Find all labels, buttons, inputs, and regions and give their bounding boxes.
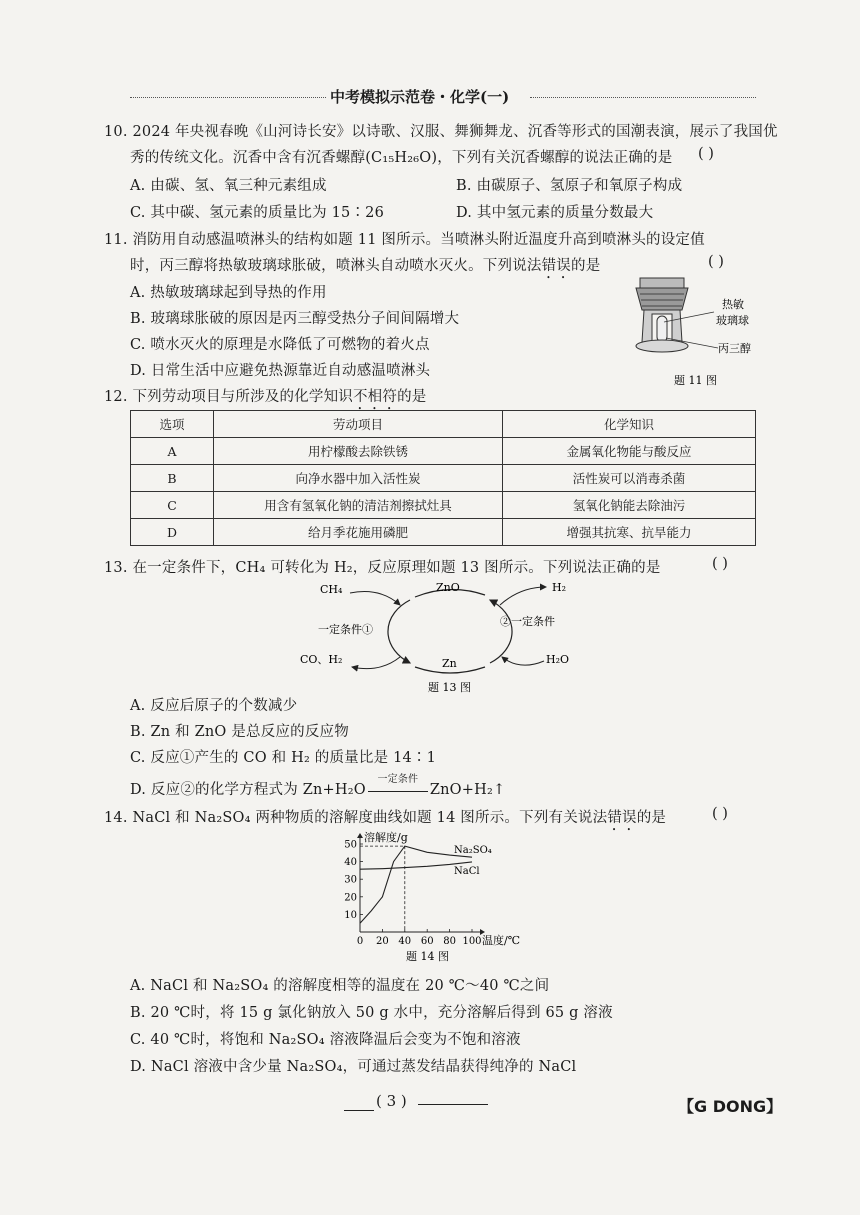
header-rule-right [530, 97, 756, 98]
q14-option-c: C. 40 ℃时，将饱和 Na₂SO₄ 溶液降温后会变为不饱和溶液 [130, 1032, 521, 1048]
solubility-chart [332, 828, 532, 968]
header-rule-left [130, 97, 326, 98]
q11-stem-line2 [130, 254, 600, 282]
table-cell: D [131, 519, 214, 546]
q10-answer-blank[interactable]: ( ) [698, 146, 714, 162]
table-cell: 向净水器中加入活性炭 [214, 465, 503, 492]
chart-x-tick-label: 60 [420, 936, 434, 947]
chart-x-tick-label: 80 [443, 936, 456, 947]
q11-option-c: C. 喷水灭火的原理是水降低了可燃物的着火点 [130, 337, 430, 353]
q13-option-a: A. 反应后原子的个数减少 [130, 698, 298, 714]
q13-cycle-diagram [300, 575, 600, 697]
fig13-co-h2: CO、H₂ [300, 653, 343, 666]
table-cell: 给月季花施用磷肥 [214, 519, 503, 546]
page-title: 中考模拟示范卷・化学(一) [330, 88, 510, 106]
page-number-rule-left [344, 1110, 374, 1111]
chart-y-tick-label: 30 [344, 874, 357, 886]
q13-option-b: B. Zn 和 ZnO 是总反应的反应物 [130, 724, 349, 740]
table-row [131, 519, 756, 546]
table-cell: C [131, 492, 214, 519]
chart-y-tick-label: 40 [344, 857, 357, 869]
table-cell: A [131, 438, 214, 465]
q10-stem-line2: 秀的传统文化。沉香中含有沉香螺醇(C₁₅H₂₆O)，下列有关沉香螺醇的说法正确的是 [130, 150, 673, 166]
chart-x-tick-label: 20 [376, 936, 389, 947]
q13-option-d [130, 774, 506, 799]
q12-table [130, 410, 756, 546]
q12-emphasis: 不相符 [352, 389, 398, 405]
table-cell: 用柠檬酸去除铁锈 [214, 438, 503, 465]
q10-option-d: D. 其中氢元素的质量分数最大 [456, 205, 654, 221]
q12-stem [104, 385, 426, 413]
q13-option-c: C. 反应①产生的 CO 和 H₂ 的质量比是 14∶1 [130, 750, 437, 766]
fig13-zn: Zn [442, 657, 457, 670]
q11-option-b: B. 玻璃球胀破的原因是丙三醇受热分子间间隔增大 [130, 311, 460, 327]
q13-d-condition [366, 774, 430, 798]
table-row [131, 465, 756, 492]
table-cell: 氢氧化钠能去除油污 [503, 492, 756, 519]
table-header-option: 选项 [131, 411, 214, 438]
table-row [131, 492, 756, 519]
q13-d-equals-line [368, 791, 428, 792]
chart-series-label: Na₂SO₄ [454, 845, 492, 857]
chart-x-tick-label: 100 [462, 936, 482, 947]
q11-emphasis: 错误 [541, 258, 572, 274]
q10-stem-line1: 10. 2024 年央视春晚《山河诗长安》以诗歌、汉服、舞狮舞龙、沉香等形式的国潮表演，展示了我国优 [104, 124, 778, 140]
q11-option-d: D. 日常生活中应避免热源靠近自动感温喷淋头 [130, 363, 431, 379]
sprinkler-figure [630, 272, 760, 390]
chart-x-tick-label: 40 [398, 936, 412, 947]
table-header-labor: 劳动项目 [214, 411, 503, 438]
chart-y-tick-label: 50 [344, 839, 357, 851]
fig13-caption: 题 13 图 [428, 681, 471, 694]
q14-option-b: B. 20 ℃时，将 15 g 氯化钠放入 50 g 水中，充分溶解后得到 65 g 溶液 [130, 1005, 613, 1021]
q11-option-a: A. 热敏玻璃球起到导热的作用 [130, 285, 327, 301]
q12-stem-text-a: 12. 下列劳动项目与所涉及的化学知识 [104, 389, 353, 405]
chart-plot-area [344, 833, 492, 947]
table-row [131, 438, 756, 465]
q14-stem-text-c: 的是 [636, 810, 667, 826]
q13-d-text-b: ZnO+H₂↑ [429, 782, 506, 798]
fig13-h2: H₂ [552, 581, 567, 594]
q11-stem-text-a: 时，丙三醇将热敏玻璃球胀破，喷淋头自动喷水灭火。下列说法 [130, 258, 542, 274]
fig13-zno: ZnO [436, 581, 460, 594]
fig13-ch4: CH₄ [320, 583, 343, 596]
page-number: ( 3 ) [376, 1092, 407, 1110]
chart-series-line [360, 846, 472, 923]
q12-stem-text-c: 的是 [397, 389, 427, 405]
q13-d-condition-text: 一定条件 [377, 774, 419, 785]
q11-stem-line1: 11. 消防用自动感温喷淋头的结构如题 11 图所示。当喷淋头附近温度升高到喷淋头的设定值 [104, 232, 705, 248]
q13-stem: 13. 在一定条件下，CH₄ 可转化为 H₂，反应原理如题 13 图所示。下列说法正确的是 [104, 560, 661, 576]
table-header-knowledge: 化学知识 [503, 411, 756, 438]
chart-x-axis-label: 温度/℃ [482, 934, 521, 947]
table-cell: 活性炭可以消毒杀菌 [503, 465, 756, 492]
page-number-rule-right [418, 1104, 488, 1105]
q14-answer-blank[interactable]: ( ) [712, 806, 728, 822]
table-cell: 增强其抗寒、抗旱能力 [503, 519, 756, 546]
fig13-cond1: 一定条件① [318, 623, 373, 636]
table-header-row [131, 411, 756, 438]
q13-answer-blank[interactable]: ( ) [712, 556, 728, 572]
fig13-h2o: H₂O [546, 653, 570, 666]
fig11-label-heat: 热敏 [722, 298, 744, 311]
q11-answer-blank[interactable]: ( ) [708, 254, 724, 270]
chart-x-tick-label: 0 [356, 936, 364, 947]
q10-option-b: B. 由碳原子、氢原子和氧原子构成 [456, 178, 683, 194]
chart-y-arrow [357, 833, 363, 838]
q11-stem-text-c: 的是 [571, 258, 601, 274]
fig11-label-glycerol: 丙三醇 [718, 342, 751, 355]
q10-option-c: C. 其中碳、氢元素的质量比为 15∶26 [130, 205, 385, 221]
fig13-cond2: ②一定条件 [500, 615, 555, 628]
brand-mark: 【G DONG】 [678, 1097, 783, 1116]
q10-option-a: A. 由碳、氢、氧三种元素组成 [130, 178, 327, 194]
chart-y-tick-label: 20 [344, 892, 357, 904]
q14-stem-text-a: 14. NaCl 和 Na₂SO₄ 两种物质的溶解度曲线如题 14 图所示。下列有关说法 [104, 810, 608, 826]
fig11-label-glass: 玻璃球 [716, 314, 749, 327]
q14-option-a: A. NaCl 和 Na₂SO₄ 的溶解度相等的温度在 20 ℃～40 ℃之间 [130, 978, 550, 994]
table-cell: 金属氧化物能与酸反应 [503, 438, 756, 465]
table-cell: B [131, 465, 214, 492]
chart-caption: 题 14 图 [406, 950, 449, 963]
q14-option-d: D. NaCl 溶液中含少量 Na₂SO₄，可通过蒸发结晶获得纯净的 NaCl [130, 1059, 577, 1075]
fig11-caption: 题 11 图 [674, 374, 717, 387]
chart-y-axis-label: 溶解度/g [364, 831, 408, 844]
chart-series-label: NaCl [454, 865, 480, 877]
chart-y-tick-label: 10 [344, 909, 357, 921]
q13-d-text-a: D. 反应②的化学方程式为 Zn+H₂O [130, 782, 366, 798]
table-cell: 用含有氢氧化钠的清洁剂擦拭灶具 [214, 492, 503, 519]
q14-emphasis: 错误 [607, 810, 637, 826]
